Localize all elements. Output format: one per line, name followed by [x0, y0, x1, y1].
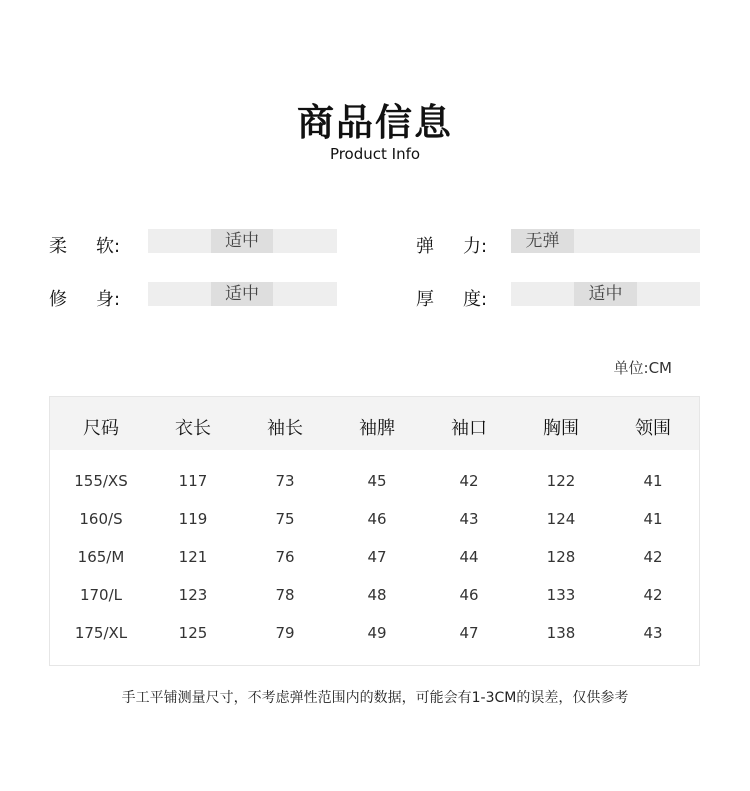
cell-neck: 41 — [643, 510, 663, 528]
cell-chest: 128 — [546, 548, 576, 566]
elasticity-value: 无弹 — [511, 229, 574, 253]
thickness-label-char2: 度: — [463, 289, 488, 310]
header-size: 尺码 — [83, 418, 119, 439]
thickness-label-char1: 厚 — [416, 289, 434, 310]
fit-value: 适中 — [211, 282, 273, 306]
header-chest: 胸围 — [543, 418, 579, 439]
cell-sleeve-length: 75 — [275, 510, 295, 528]
softness-scale — [148, 229, 337, 253]
header-length: 衣长 — [175, 418, 211, 439]
cell-neck: 41 — [643, 472, 663, 490]
cell-upper-arm: 47 — [367, 548, 387, 566]
cell-size: 165/M — [77, 548, 125, 566]
measurement-note: 手工平铺测量尺寸，不考虑弹性范围内的数据，可能会有1-3CM的误差，仅供参考 — [121, 690, 629, 706]
table-header-row — [50, 397, 699, 450]
cell-neck: 42 — [643, 548, 663, 566]
header-sleeve-length: 袖长 — [267, 418, 303, 439]
elasticity-label-char2: 力: — [463, 236, 488, 257]
softness-label-char2: 软: — [96, 236, 121, 257]
header-upper-arm: 袖脾 — [359, 418, 395, 439]
size-table — [49, 396, 700, 666]
cell-length: 121 — [178, 548, 208, 566]
cell-upper-arm: 48 — [367, 586, 387, 604]
cell-size: 175/XL — [74, 624, 128, 642]
header-cuff: 袖口 — [451, 418, 487, 439]
cell-size: 155/XS — [74, 472, 128, 490]
fit-label-char2: 身: — [96, 289, 121, 310]
cell-sleeve-length: 78 — [275, 586, 295, 604]
page-title: 商品信息 — [297, 101, 453, 144]
thickness-value: 适中 — [574, 282, 637, 306]
cell-length: 123 — [178, 586, 208, 604]
cell-cuff: 47 — [459, 624, 479, 642]
thickness-scale — [511, 282, 700, 306]
cell-size: 160/S — [79, 510, 123, 528]
cell-length: 119 — [178, 510, 208, 528]
cell-sleeve-length: 73 — [275, 472, 295, 490]
unit-label: 单位:CM — [613, 359, 672, 377]
page-subtitle: Product Info — [329, 145, 421, 163]
cell-neck: 42 — [643, 586, 663, 604]
cell-length: 125 — [178, 624, 208, 642]
cell-cuff: 42 — [459, 472, 479, 490]
cell-cuff: 46 — [459, 586, 479, 604]
cell-length: 117 — [178, 472, 208, 490]
header-neck: 领围 — [635, 418, 671, 439]
cell-sleeve-length: 79 — [275, 624, 295, 642]
cell-chest: 133 — [546, 586, 576, 604]
cell-sleeve-length: 76 — [275, 548, 295, 566]
elasticity-label-char1: 弹 — [416, 236, 434, 257]
cell-size: 170/L — [79, 586, 123, 604]
softness-value: 适中 — [211, 229, 273, 253]
cell-chest: 122 — [546, 472, 576, 490]
cell-chest: 138 — [546, 624, 576, 642]
elasticity-scale — [511, 229, 700, 253]
cell-cuff: 43 — [459, 510, 479, 528]
fit-label-char1: 修 — [49, 289, 67, 310]
cell-chest: 124 — [546, 510, 576, 528]
cell-neck: 43 — [643, 624, 663, 642]
fit-scale — [148, 282, 337, 306]
cell-upper-arm: 49 — [367, 624, 387, 642]
cell-cuff: 44 — [459, 548, 479, 566]
cell-upper-arm: 46 — [367, 510, 387, 528]
cell-upper-arm: 45 — [367, 472, 387, 490]
softness-label-char1: 柔 — [49, 236, 67, 257]
